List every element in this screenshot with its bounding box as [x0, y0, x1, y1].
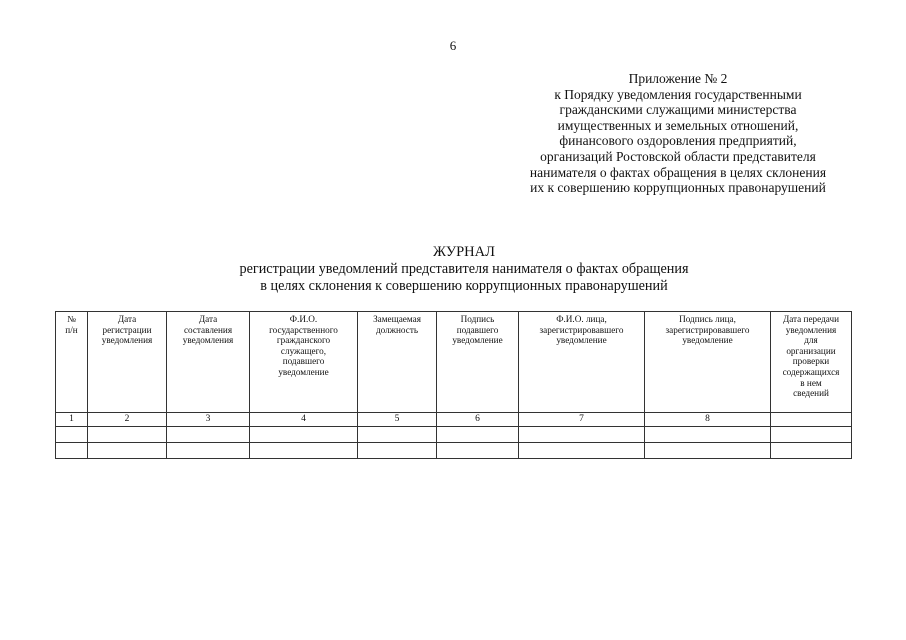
table-cell [88, 443, 167, 459]
column-number: 2 [88, 413, 167, 427]
appendix-line: организаций Ростовской области представителя [540, 148, 816, 164]
table-cell [250, 443, 358, 459]
table-cell [645, 427, 771, 443]
table-cell [358, 427, 437, 443]
column-header [167, 312, 250, 413]
appendix-line: гражданскими служащими министерства [559, 102, 797, 118]
column-number: 3 [167, 413, 250, 427]
table-cell [167, 427, 250, 443]
column-header [519, 312, 645, 413]
column-header-text: Замещаемая должность [373, 314, 421, 335]
column-header [88, 312, 167, 413]
appendix-line: Приложение № 2 [628, 71, 728, 86]
table-cell [250, 427, 358, 443]
column-number: 7 [519, 413, 645, 427]
appendix-caption [500, 71, 856, 196]
column-header [771, 312, 852, 413]
page-number: 6 [449, 38, 457, 53]
column-number: 8 [645, 413, 771, 427]
column-header-text: Ф.И.О. лица, зарегистрировавшего уведомление [539, 314, 624, 346]
column-header [250, 312, 358, 413]
column-number-row [56, 413, 852, 427]
column-number [771, 413, 852, 427]
table-cell [437, 427, 519, 443]
column-number: 6 [437, 413, 519, 427]
appendix-line: имущественных и земельных отношений, [557, 117, 799, 133]
table-cell [167, 443, 250, 459]
column-header-text: № п/н [65, 314, 78, 335]
table-cell [88, 427, 167, 443]
journal-subtitle-line: в целях склонения к совершению коррупционных правонарушений [260, 277, 668, 294]
column-header-text: Дата регистрации уведомления [101, 314, 153, 346]
journal-title: ЖУРНАЛ [433, 244, 495, 260]
appendix-line: финансового оздоровления предприятий, [559, 133, 797, 149]
journal-subtitle-line: регистрации уведомлений представителя нанимателя о фактах обращения [239, 261, 689, 277]
column-header [56, 312, 88, 413]
table-cell [56, 427, 88, 443]
column-number: 4 [250, 413, 358, 427]
table-cell [771, 443, 852, 459]
column-number: 5 [358, 413, 437, 427]
table-cell [519, 427, 645, 443]
appendix-line: их к совершению коррупционных правонарушений [530, 180, 826, 196]
column-header-text: Дата составления уведомления [182, 314, 234, 346]
appendix-line: нанимателя о фактах обращения в целях склонения [529, 164, 827, 180]
table-cell [771, 427, 852, 443]
column-header-text: Подпись лица, зарегистрировавшего уведомление [665, 314, 750, 346]
table-row [56, 443, 852, 459]
appendix-line: к Порядку уведомления государственными [554, 86, 802, 102]
journal-subtitle [0, 261, 906, 294]
column-header [645, 312, 771, 413]
column-header-text: Ф.И.О. государственного гражданского служащего, подавшего уведомление [269, 314, 338, 377]
table-row [56, 427, 852, 443]
table-header-row [56, 312, 852, 413]
column-header-text: Дата передачи уведомления для организации проверки содержащихся в нем сведений [782, 314, 840, 399]
table-cell [437, 443, 519, 459]
column-number: 1 [56, 413, 88, 427]
column-header-text: Подпись подавшего уведомление [452, 314, 503, 346]
register-table [55, 311, 852, 459]
table-cell [519, 443, 645, 459]
column-header [358, 312, 437, 413]
table-cell [645, 443, 771, 459]
column-header [437, 312, 519, 413]
table-cell [358, 443, 437, 459]
table-cell [56, 443, 88, 459]
